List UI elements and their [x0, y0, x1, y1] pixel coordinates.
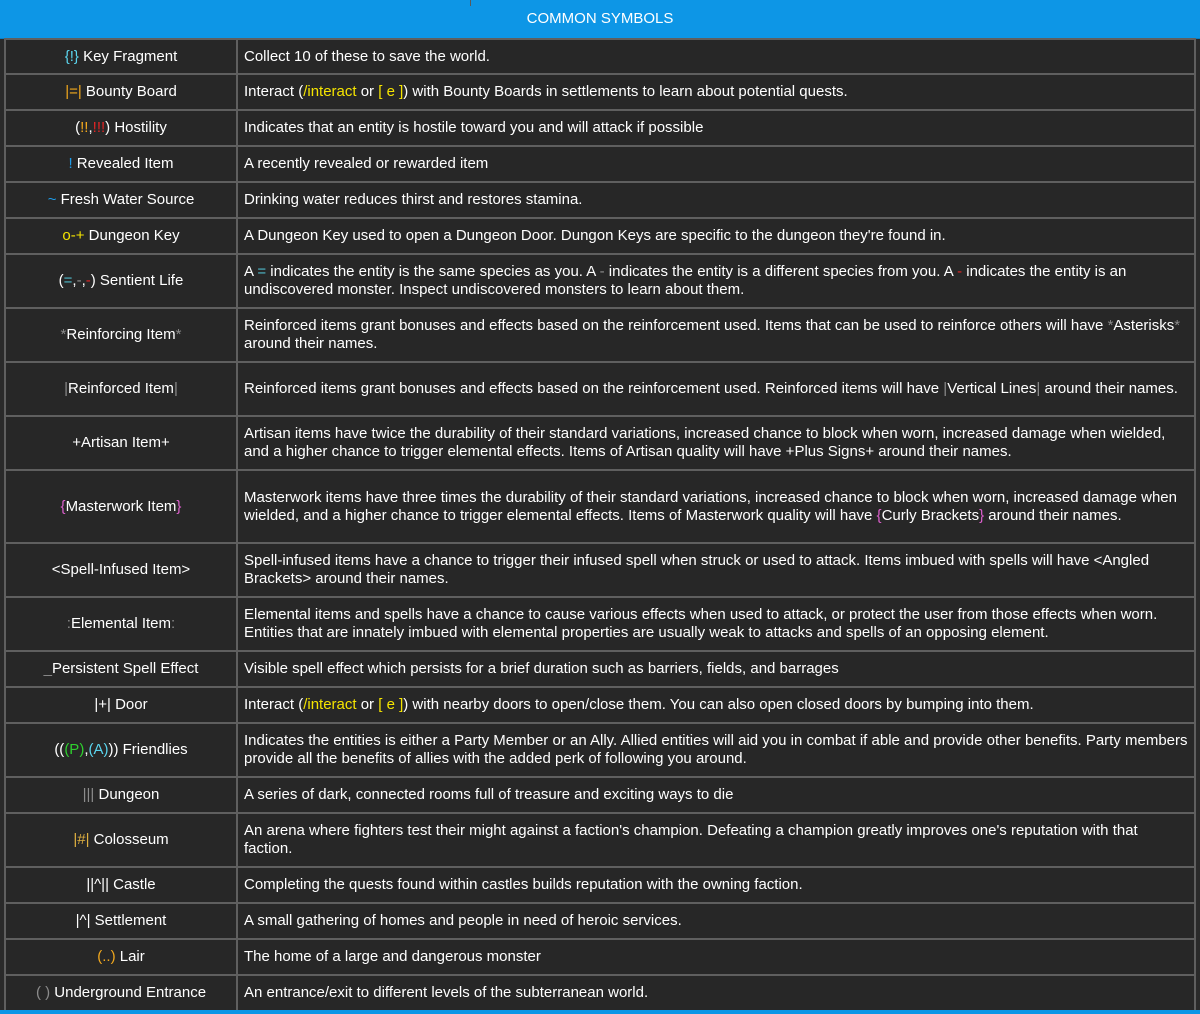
symbol-text: Key Fragment [78, 47, 178, 65]
symbol-cell [5, 470, 237, 543]
description-text: { [876, 506, 882, 524]
symbol-text: |+| Door [94, 696, 148, 713]
description-text: A small gathering of homes and people in need of heroic services. [244, 912, 682, 929]
description-cell [237, 308, 1195, 362]
table-row [5, 939, 1195, 975]
symbol-text: : [66, 615, 71, 632]
table-row [5, 543, 1195, 597]
symbols-table [4, 38, 1196, 1012]
symbol-cell [5, 110, 237, 146]
symbol-cell [5, 362, 237, 416]
symbol-cell [5, 39, 237, 74]
symbol-text: : [171, 615, 176, 632]
description-text: or [356, 83, 379, 100]
symbol-text: (..) [97, 948, 116, 965]
description-cell [237, 110, 1195, 146]
symbol-text: <Spell-Infused Item> [51, 561, 191, 578]
description-cell [237, 651, 1195, 687]
description-text: Collect 10 of these to save the world. [244, 47, 490, 65]
description-cell [237, 939, 1195, 975]
table-row [5, 470, 1195, 543]
symbol-text: = [63, 272, 73, 289]
description-text: /interact [303, 696, 357, 713]
table-row [5, 723, 1195, 777]
symbol-text: +Artisan Item+ [72, 434, 170, 451]
symbol-text: Dungeon [94, 786, 160, 803]
description-text: A series of dark, connected rooms full of treasure and exciting ways to die [244, 786, 734, 803]
table-row [5, 182, 1195, 218]
symbol-cell [5, 975, 237, 1011]
description-text: * [1107, 317, 1114, 334]
description-text: | [1036, 380, 1041, 397]
symbol-text: !!! [92, 119, 106, 136]
symbol-text: } [176, 497, 182, 515]
description-cell [237, 543, 1195, 597]
symbol-text: - [76, 272, 82, 289]
symbol-text: !! [80, 119, 89, 136]
symbol-text: o-+ [62, 227, 85, 244]
symbol-cell [5, 416, 237, 470]
description-text: Reinforced items grant bonuses and effects based on the reinforcement used. Items that can be used to reinforce others will have [244, 317, 1108, 334]
symbol-text: Masterwork Item [65, 497, 177, 515]
description-text: Artisan items have twice the durability of their standard variations, increased chance to block when worn, increased damage when wielded, and a higher chance to trigger elemental effects. Items of Artisan quality will have +Plus Signs+ around their names. [244, 425, 1166, 460]
table-row [5, 651, 1195, 687]
description-cell [237, 903, 1195, 939]
symbol-text: , [72, 272, 77, 289]
symbol-text: ( [75, 119, 81, 136]
description-text: or [356, 696, 379, 713]
description-text: A Dungeon Key used to open a Dungeon Door. Dungon Keys are specific to the dungeon they're found in. [244, 227, 946, 244]
symbol-text: |=| [65, 83, 82, 100]
description-text: around their names. [244, 335, 378, 352]
description-text: Drinking water reduces thirst and restores stamina. [244, 191, 583, 208]
symbol-text: | [173, 380, 178, 397]
description-text: Vertical Lines [947, 380, 1037, 397]
table-row [5, 813, 1195, 867]
description-cell [237, 867, 1195, 903]
description-text: | [943, 380, 948, 397]
symbol-text: )) Friendlies [108, 741, 188, 758]
table-row [5, 110, 1195, 146]
symbol-text: (P) [64, 741, 85, 758]
description-text: An entrance/exit to different levels of the subterranean world. [244, 984, 649, 1001]
symbol-text: , [88, 119, 93, 136]
symbol-cell [5, 597, 237, 651]
symbol-cell [5, 813, 237, 867]
symbol-text: Underground Entrance [50, 984, 207, 1001]
description-text: Asterisks [1113, 317, 1175, 334]
description-cell [237, 470, 1195, 543]
symbol-cell [5, 903, 237, 939]
description-cell [237, 182, 1195, 218]
symbol-text: ) Hostility [105, 119, 167, 136]
description-text: ) with Bounty Boards in settlements to learn about potential quests. [403, 83, 848, 100]
description-text: Interact ( [244, 696, 304, 713]
symbol-text: ( [58, 272, 64, 289]
symbol-text: ~ [47, 191, 57, 208]
symbol-text: * [175, 326, 182, 343]
symbol-text: { [60, 497, 66, 515]
symbol-text: Persistent Spell Effect [51, 660, 199, 677]
description-text: An arena where fighters test their might against a faction's champion. Defeating a champion greatly improves one's reputation with that faction. [244, 822, 1138, 857]
description-text: Visible spell effect which persists for a brief duration such as barriers, fields, and barrages [244, 660, 839, 677]
description-cell [237, 813, 1195, 867]
description-text: [ e ] [378, 696, 404, 713]
symbol-text: Dungeon Key [84, 227, 180, 244]
symbol-text: * [60, 326, 67, 343]
description-text: around their names. [1040, 380, 1178, 397]
table-header [0, 0, 1200, 39]
symbols-table-body [5, 39, 1195, 1011]
description-cell [237, 39, 1195, 74]
description-text: } [979, 506, 985, 524]
description-text: [ e ] [378, 83, 404, 100]
symbol-text: Revealed Item [72, 155, 174, 172]
symbol-text: | [64, 380, 69, 397]
footer-bar [0, 1010, 1200, 1014]
symbol-text: ||^|| Castle [86, 876, 156, 893]
table-row [5, 416, 1195, 470]
symbol-text: (A) [88, 741, 109, 758]
symbol-cell [5, 74, 237, 110]
symbol-text: , [84, 741, 89, 758]
symbol-text: Lair [115, 948, 145, 965]
description-text: - [957, 263, 963, 280]
description-text: Completing the quests found within castles builds reputation with the owning faction. [244, 876, 803, 893]
description-text: Interact ( [244, 83, 304, 100]
header-divider [470, 0, 471, 6]
table-row [5, 903, 1195, 939]
description-text: Indicates the entities is either a Party Member or an Ally. Allied entities will aid you in combat if able and provide other benefits. Party members provide all the benefits of allies with the added perk of following you around. [244, 732, 1188, 767]
description-text: /interact [303, 83, 357, 100]
symbol-cell [5, 777, 237, 813]
table-row [5, 74, 1195, 110]
description-cell [237, 416, 1195, 470]
symbol-cell [5, 254, 237, 308]
description-text: - [599, 263, 605, 280]
symbol-text: Bounty Board [81, 83, 177, 100]
symbol-cell [5, 182, 237, 218]
table-row [5, 597, 1195, 651]
symbol-cell [5, 146, 237, 182]
description-text: ) with nearby doors to open/close them. You can also open closed doors by bumping into them. [403, 696, 1034, 713]
symbol-text: Elemental Item [70, 615, 172, 632]
symbol-text: , [81, 272, 86, 289]
symbol-cell [5, 651, 237, 687]
description-text: Spell-infused items have a chance to trigger their infused spell when struck or used to attack. Items imbued with spells will have <Angled Brackets> around their names. [244, 552, 1150, 587]
symbol-cell [5, 543, 237, 597]
symbol-text: _ [43, 660, 52, 677]
description-text: A [244, 263, 258, 280]
table-row [5, 39, 1195, 74]
description-text: indicates the entity is the same species as you. A [266, 263, 600, 280]
description-text: Indicates that an entity is hostile toward you and will attack if possible [244, 119, 704, 136]
symbol-text: ! [68, 155, 73, 172]
symbol-text: Fresh Water Source [56, 191, 195, 208]
symbol-text: ) Sentient Life [90, 272, 184, 289]
description-cell [237, 975, 1195, 1011]
description-text: Reinforced items grant bonuses and effects based on the reinforcement used. Reinforced items will have [244, 380, 944, 397]
table-row [5, 975, 1195, 1011]
description-text: indicates the entity is a different species from you. A [604, 263, 958, 280]
description-text: Curly Brackets [881, 506, 980, 524]
symbol-cell [5, 939, 237, 975]
symbol-text: ||| [82, 786, 95, 803]
description-cell [237, 362, 1195, 416]
symbol-text: |#| [73, 831, 90, 848]
symbol-cell [5, 867, 237, 903]
symbol-text: ( ) [35, 984, 51, 1001]
description-text: A recently revealed or rewarded item [244, 155, 489, 172]
symbol-text: - [85, 272, 91, 289]
symbol-cell [5, 308, 237, 362]
description-cell [237, 777, 1195, 813]
description-cell [237, 597, 1195, 651]
description-text: = [257, 263, 267, 280]
symbol-text: Colosseum [89, 831, 169, 848]
table-row [5, 218, 1195, 254]
symbol-text: |^| Settlement [75, 912, 167, 929]
page-title: COMMON SYMBOLS [526, 10, 674, 27]
description-cell [237, 74, 1195, 110]
description-text: Elemental items and spells have a chance to cause various effects when used to attack, or protect the user from those effects when worn. Entities that are innately imbued with elemental properties are usually weak to attacks and spells of an opposing element. [244, 606, 1158, 641]
description-text: indicates the entity is an undiscovered monster. Inspect undiscovered monsters to learn about them. [244, 263, 1127, 298]
table-row [5, 777, 1195, 813]
symbol-cell [5, 218, 237, 254]
symbol-text: Reinforced Item [68, 380, 174, 397]
description-cell [237, 254, 1195, 308]
description-cell [237, 723, 1195, 777]
description-cell [237, 146, 1195, 182]
symbol-text: Reinforcing Item [66, 326, 176, 343]
symbol-text: (( [54, 741, 65, 758]
table-row [5, 254, 1195, 308]
table-row [5, 687, 1195, 723]
description-cell [237, 687, 1195, 723]
table-row [5, 867, 1195, 903]
table-row [5, 362, 1195, 416]
description-text: * [1174, 317, 1181, 334]
symbol-text: {!} [64, 47, 79, 65]
description-text: Masterwork items have three times the durability of their standard variations, increased chance to block when worn, increased damage when wielded, and a higher chance to trigger elemental effects. Items of Masterwork quality will have [244, 488, 1177, 524]
symbol-cell [5, 723, 237, 777]
table-row [5, 308, 1195, 362]
description-cell [237, 218, 1195, 254]
symbol-cell [5, 687, 237, 723]
table-row [5, 146, 1195, 182]
description-text: The home of a large and dangerous monster [244, 948, 541, 965]
description-text: around their names. [984, 506, 1122, 524]
